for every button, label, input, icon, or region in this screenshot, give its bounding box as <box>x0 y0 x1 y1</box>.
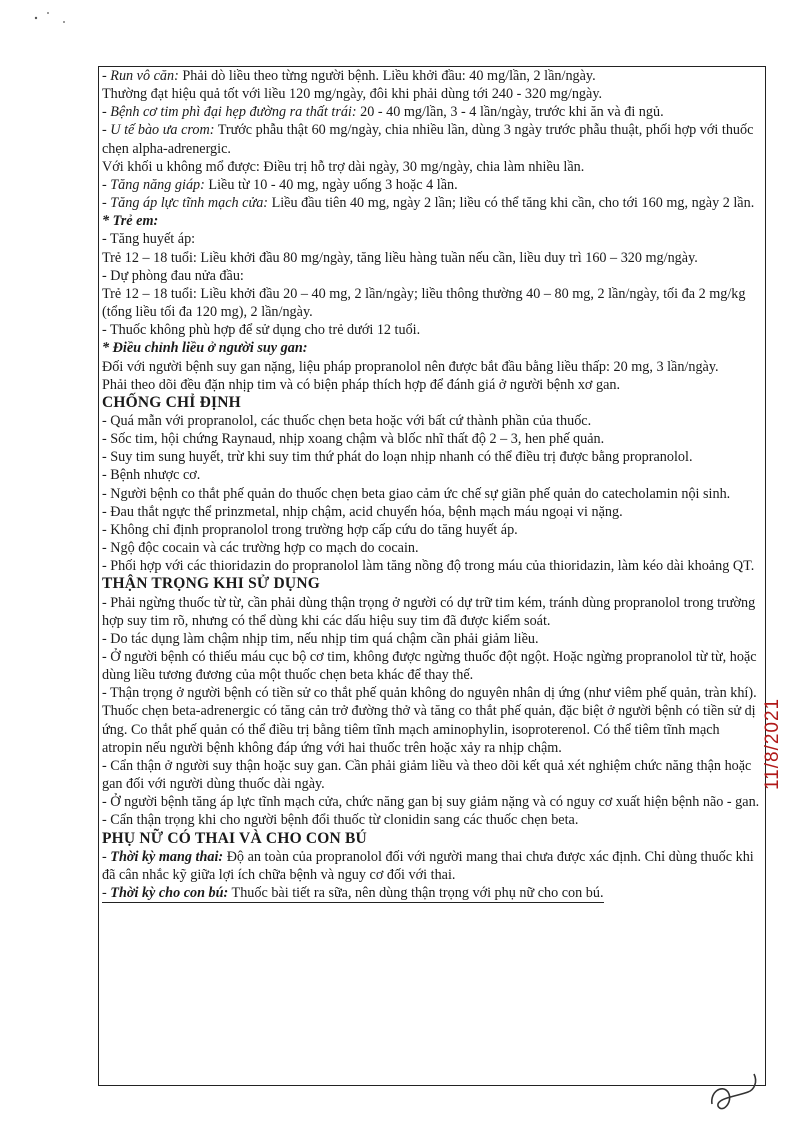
section-heading: PHỤ NỮ CÓ THAI VÀ CHO CON BÚ <box>102 829 367 847</box>
body-paragraph: - Tăng năng giáp: Liều từ 10 - 40 mg, ngày uống 3 hoặc 4 lần. <box>102 176 458 193</box>
body-paragraph: - Run vô căn: Phải dò liều theo từng người bệnh. Liều khởi đầu: 40 mg/lần, 2 lần/ngày. <box>102 68 596 84</box>
body-paragraph: - Tăng áp lực tĩnh mạch cửa: Liều đầu tiên 40 mg, ngày 2 lần; liều có thể tăng khi cần, cho tới 160 mg, ngày 2 lần. <box>102 195 755 212</box>
body-paragraph: - Suy tim sung huyết, trừ khi suy tim thứ phát do loạn nhịp nhanh có thể điều trị được bằng propranolol. <box>102 449 693 466</box>
body-paragraph: - Ngộ độc cocain và các trường hợp co mạch do cocain. <box>102 540 419 557</box>
body-paragraph: - Đau thắt ngực thể prinzmetal, nhịp chậm, acid chuyển hóa, bệnh mạch máu ngoại vi nặng. <box>102 503 623 520</box>
body-paragraph: - U tế bào ưa crom: Trước phẫu thật 60 mg/ngày, chia nhiều lần, dùng 3 ngày trước phẫu thuật, phối hợp với thuốc chẹn alpha-adrenergic. <box>102 122 754 157</box>
body-paragraph: Đối với người bệnh suy gan nặng, liệu pháp propranolol nên được bắt đầu bằng liều thấp: 20 mg, 3 lần/ngày. <box>102 358 719 375</box>
signature-mark <box>704 1062 764 1122</box>
body-paragraph: - Do tác dụng làm chậm nhịp tim, nếu nhịp tim quá chậm cần phải giảm liều. <box>102 630 539 647</box>
body-paragraph: - Cẩn thận trọng khi cho người bệnh đổi thuốc từ clonidin sang các thuốc chẹn beta. <box>102 812 579 829</box>
body-paragraph: - Bệnh nhược cơ. <box>102 467 201 484</box>
body-paragraph: - Ở người bệnh tăng áp lực tĩnh mạch cửa, chức năng gan bị suy giảm nặng và có nguy cơ xuất hiện bệnh não - gan. <box>102 794 760 811</box>
sub-heading: * Trẻ em: <box>102 213 159 230</box>
scan-speckle <box>30 10 90 40</box>
date-stamp-text: 11/8/2021 <box>762 697 783 790</box>
document-body <box>102 67 762 903</box>
italic-label: Bệnh cơ tim phì đại hẹp đường ra thất trái: <box>110 104 357 121</box>
body-paragraph: Trẻ 12 – 18 tuổi: Liều khởi đầu 20 – 40 mg, 2 lần/ngày; liều thông thường 40 – 80 mg, 2 lần/ngày, tối đa 2 mg/kg (tổng liều tối đa 120 mg), 2 lần/ngày. <box>102 285 746 321</box>
body-paragraph: - Thuốc không phù hợp để sử dụng cho trẻ dưới 12 tuổi. <box>102 322 421 339</box>
body-paragraph: - Không chỉ định propranolol trong trường hợp cấp cứu do tăng huyết áp. <box>102 521 518 538</box>
body-paragraph: Trẻ 12 – 18 tuổi: Liều khởi đầu 80 mg/ngày, tăng liều hàng tuần nếu cần, liều duy trì 160 – 320 mg/ngày. <box>102 249 698 266</box>
date-stamp <box>752 640 792 790</box>
italic-label: Tăng năng giáp: <box>110 176 205 193</box>
body-paragraph: - Thận trọng ở người bệnh có tiền sử co thắt phế quản không do nguyên nhân dị ứng (như viêm phế quản, tràn khí). Thuốc chẹn beta-adrenergic có tăng cản trở đường thở và tăng co thắt phế quản, đặc biệt ở người bệnh có tiền sử dị ứng. Co thắt phế quản có thể điều trị bằng tiêm tĩnh mạch aminophylin, isoproterenol. Có thể tiêm tĩnh mạch atropin nếu người bệnh không đáp ứng với hai thuốc trên hoặc xảy ra nhịp chậm. <box>102 685 757 756</box>
section-heading: THẬN TRỌNG KHI SỬ DỤNG <box>102 575 320 593</box>
italic-label: Run vô căn: <box>110 68 179 84</box>
body-paragraph: Thường đạt hiệu quả tốt với liều 120 mg/ngày, đôi khi phải dùng tới 240 - 320 mg/ngày. <box>102 86 603 103</box>
body-paragraph: - Phải ngừng thuốc từ từ, cần phải dùng thận trọng ở người có dự trữ tim kém, tránh dùng propranolol trong trường hợp suy tim rõ, nhưng có thể dùng khi các dấu hiệu suy tim đã được kiểm soát. <box>102 594 756 629</box>
body-paragraph: - Tăng huyết áp: <box>102 231 196 248</box>
body-paragraph: - Thời kỳ mang thai: Độ an toàn của propranolol đối với người mang thai chưa được xác định. Chỉ dùng thuốc khi đã cân nhắc kỹ giữa lợi ích chữa bệnh và nguy cơ đối với thai. <box>102 848 754 883</box>
body-paragraph: Với khối u không mổ được: Điều trị hỗ trợ dài ngày, 30 mg/ngày, chia làm nhiều lần. <box>102 158 585 175</box>
body-paragraph: - Người bệnh co thắt phế quản do thuốc chẹn beta giao cảm ức chế sự giãn phế quản do catecholamin nội sinh. <box>102 485 731 502</box>
bold-italic-label: Thời kỳ mang thai: <box>110 848 224 865</box>
body-paragraph: - Ở người bệnh có thiếu máu cục bộ cơ tim, không được ngừng thuốc đột ngột. Hoặc ngừng propranolol từ từ, hoặc dùng liều tương đương của một thuốc chẹn beta khác để thay thế. <box>102 649 757 684</box>
body-paragraph: - Bệnh cơ tim phì đại hẹp đường ra thất trái: 20 - 40 mg/lần, 3 - 4 lần/ngày, trước khi ăn và đi ngủ. <box>102 104 664 121</box>
body-paragraph: - Quá mẫn với propranolol, các thuốc chẹn beta hoặc với bất cứ thành phần của thuốc. <box>102 412 592 429</box>
body-paragraph: - Sốc tim, hội chứng Raynaud, nhịp xoang chậm và blốc nhĩ thất độ 2 – 3, hen phế quản. <box>102 431 605 448</box>
body-paragraph: - Dự phòng đau nửa đầu: <box>102 267 244 284</box>
body-paragraph: - Thời kỳ cho con bú: Thuốc bài tiết ra sữa, nên dùng thận trọng với phụ nữ cho con bú. <box>102 884 762 903</box>
section-heading: CHỐNG CHỈ ĐỊNH <box>102 393 241 411</box>
body-paragraph: - Cẩn thận ở người suy thận hoặc suy gan. Cần phải giảm liều và theo dõi kết quả xét nghiệm chức năng thận hoặc gan đối với người dùng thuốc dài ngày. <box>102 757 752 793</box>
sub-heading: * Điều chỉnh liều ở người suy gan: <box>102 340 308 357</box>
body-paragraph: - Phối hợp với các thioridazin do propranolol làm tăng nồng độ trong máu của thioridazin, làm kéo dài khoảng QT. <box>102 558 755 575</box>
bold-italic-label: Thời kỳ cho con bú: <box>110 885 229 902</box>
italic-label: Tăng áp lực tĩnh mạch cửa: <box>110 195 269 212</box>
italic-label: U tế bào ưa crom: <box>110 122 215 139</box>
body-paragraph: Phải theo dõi đều đặn nhịp tim và có biện pháp thích hợp để đánh giá ở người bệnh xơ gan. <box>102 376 621 393</box>
